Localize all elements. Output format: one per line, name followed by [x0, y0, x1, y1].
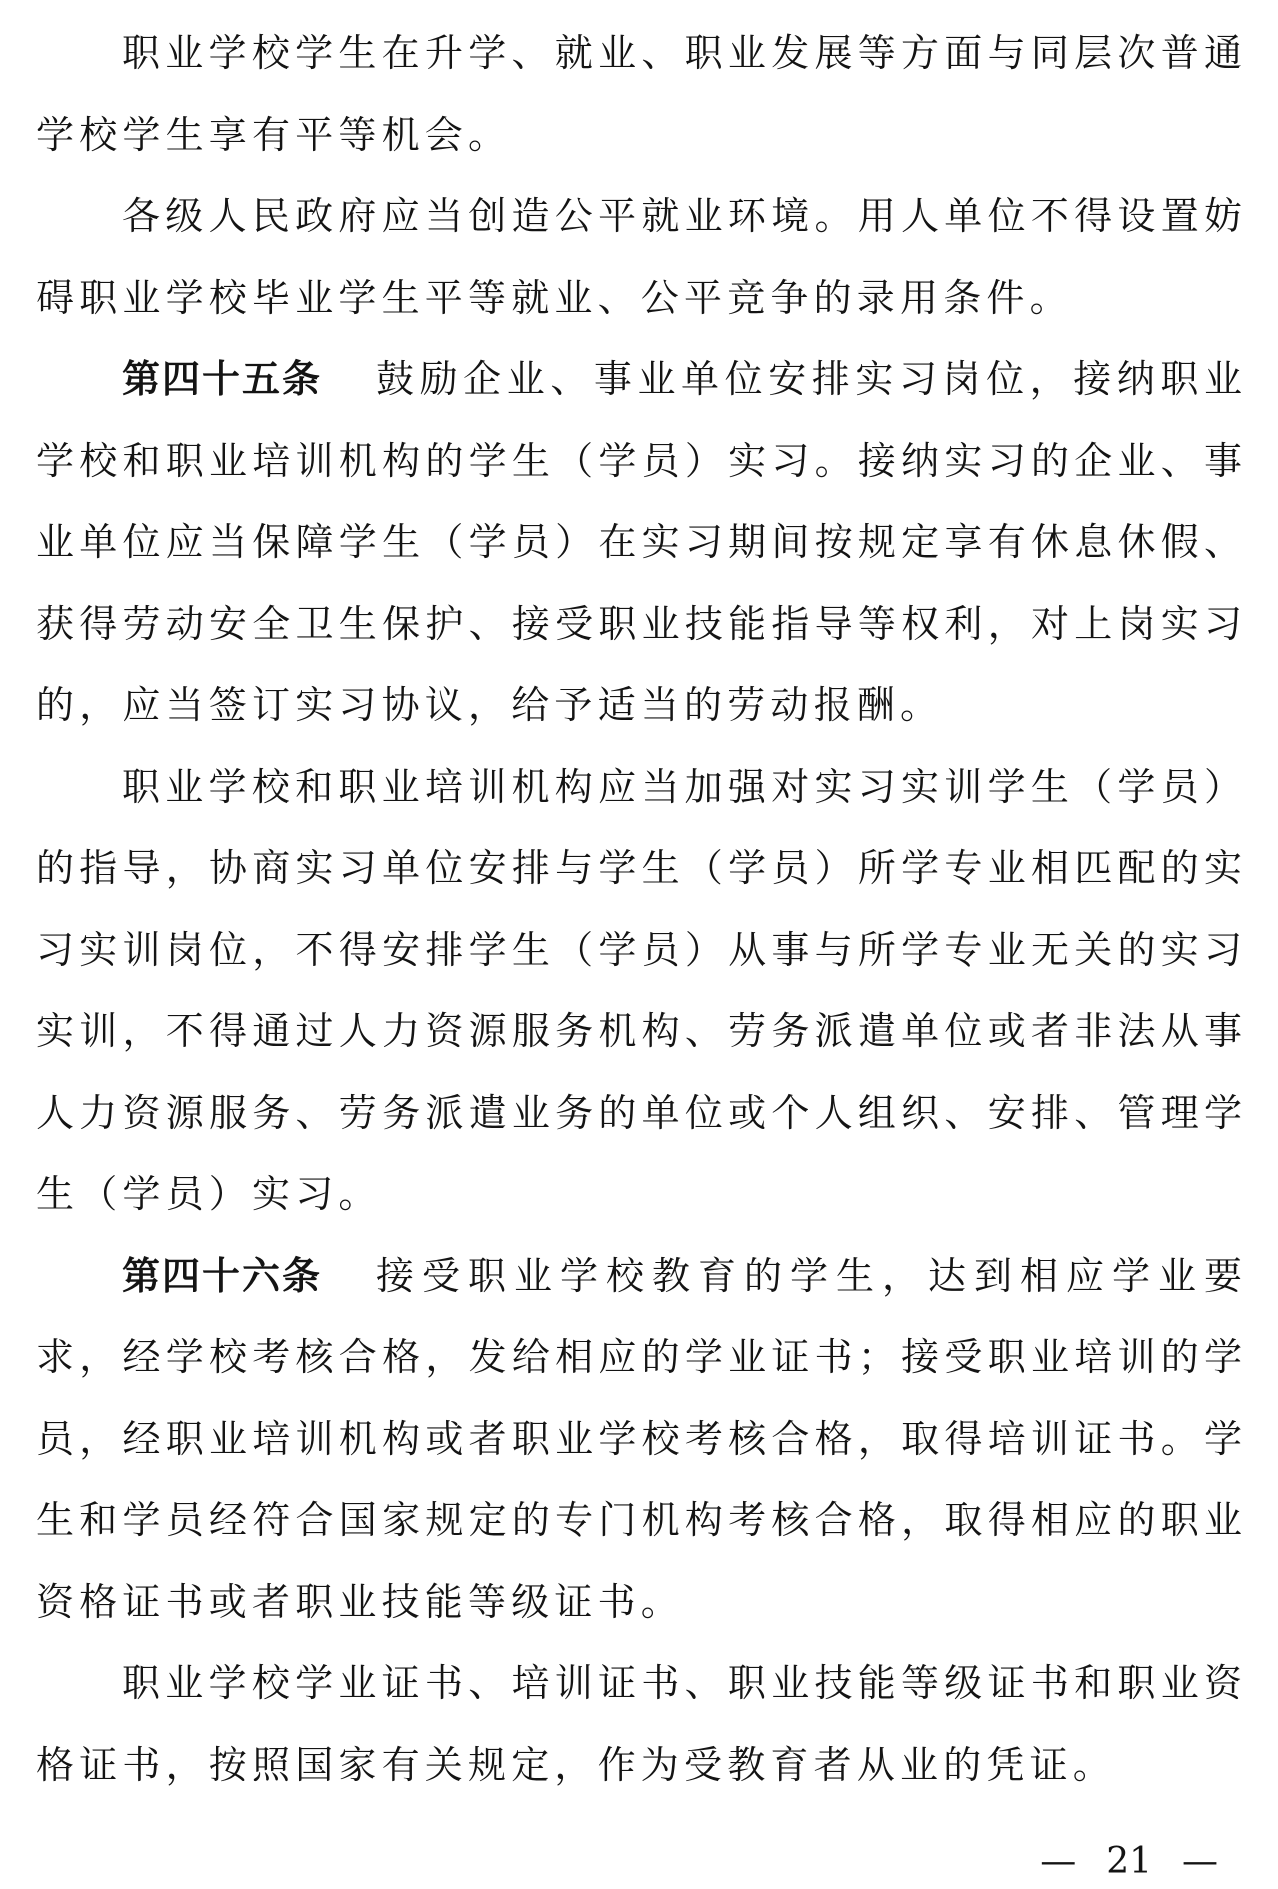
text-line: 学校和职业培训机构的学生（学员）实习。接纳实习的企业、事: [36, 438, 1242, 483]
paragraph: [36, 747, 1242, 1236]
text-line: 求，经学校考核合格，发给相应的学业证书；接受职业培训的学: [36, 1335, 1242, 1379]
text-line: 碍职业学校毕业学生平等就业、公平竞争的录用条件。: [36, 275, 1073, 320]
paragraph: [36, 13, 1242, 176]
text-line: 业单位应当保障学生（学员）在实习期间按规定享有休息休假、: [36, 520, 1242, 564]
text-line: 的指导，协商实习单位安排与学生（学员）所学专业相匹配的实: [36, 846, 1242, 890]
text-line: 生（学员）实习。: [36, 1172, 382, 1216]
paragraph: [36, 1643, 1242, 1806]
text-line: 人力资源服务、劳务派遣业务的单位或个人组织、安排、管理学: [36, 1090, 1242, 1135]
article-paragraph: [36, 339, 1242, 747]
text-line: 鼓励企业、事业单位安排实习岗位，接纳职业: [376, 357, 1242, 401]
footer-dash-left: —: [1040, 1841, 1077, 1882]
text-line: 习实训岗位，不得安排学生（学员）从事与所学专业无关的实习: [36, 927, 1242, 972]
text-line: 的，应当签订实习协议，给予适当的劳动报酬。: [36, 683, 944, 727]
document-body: [36, 13, 1242, 1806]
article-paragraph: [36, 1236, 1242, 1644]
text-line: 获得劳动安全卫生保护、接受职业技能指导等权利，对上岗实习: [36, 601, 1242, 646]
text-line: 格证书，按照国家有关规定，作为受教育者从业的凭证。: [36, 1742, 1117, 1787]
article-number: 第四十六条: [122, 1253, 323, 1298]
text-line: 职业学校学业证书、培训证书、职业技能等级证书和职业资: [122, 1661, 1242, 1705]
paragraph: [36, 176, 1242, 339]
text-line: 学校学生享有平等机会。: [36, 112, 512, 157]
article-number: 第四十五条: [122, 357, 323, 401]
text-line: 各级人民政府应当创造公平就业环境。用人单位不得设置妨: [122, 194, 1242, 238]
text-line: 员，经职业培训机构或者职业学校考核合格，取得培训证书。学: [36, 1416, 1242, 1461]
footer-dash-right: —: [1182, 1841, 1218, 1882]
text-line: 实训，不得通过人力资源服务机构、劳务派遣单位或者非法从事: [36, 1009, 1242, 1053]
text-line: 接受职业学校教育的学生，达到相应学业要: [376, 1253, 1242, 1298]
text-line: 生和学员经符合国家规定的专门机构考核合格，取得相应的职业: [36, 1498, 1242, 1542]
article-first-line: [36, 339, 1242, 421]
text-line: 职业学校和职业培训机构应当加强对实习实训学生（学员）: [122, 764, 1242, 809]
page-footer: [1040, 1842, 1218, 1882]
article-first-line: [36, 1236, 1242, 1318]
page-number: 21: [1106, 1841, 1152, 1882]
text-line: 资格证书或者职业技能等级证书。: [36, 1579, 685, 1624]
text-line: 职业学校学生在升学、就业、职业发展等方面与同层次普通: [122, 31, 1242, 75]
